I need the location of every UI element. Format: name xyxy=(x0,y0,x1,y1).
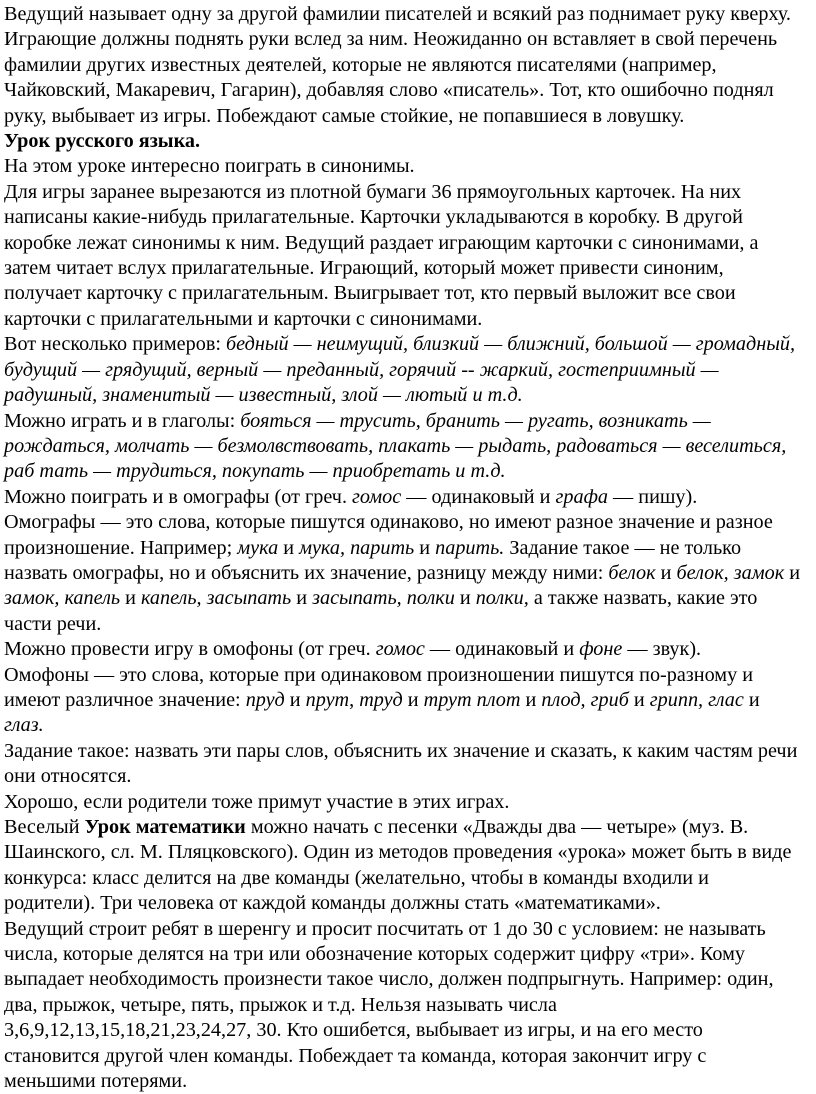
text: Можно поиграть и в омографы (от греч. xyxy=(4,485,353,508)
italic-word: полки, xyxy=(475,587,529,610)
italic-word: грипп, глас xyxy=(649,688,744,711)
heading-math-lesson: Урок математики xyxy=(84,816,246,838)
paragraph-homophones-task: Задание такое: назвать эти пары слов, объяснить их значение и сказать, к каким частям речи они относятся. xyxy=(4,739,798,788)
italic-word: белок xyxy=(608,561,656,584)
text: и xyxy=(628,688,650,711)
text: и xyxy=(414,536,436,559)
italic-word: засыпать, полки xyxy=(312,587,455,610)
text: и xyxy=(291,587,313,610)
text: — одинаковый и xyxy=(424,638,580,661)
text: можно начать с песенки «Дважды два — четыре» (муз. В. Шаинского, сл. М. Пляцковского). Один из методов проведения «урока» может быть в виде конкурса: класс делится на две команды (желательно, чтобы в команды входили и родители). Три человека от каждой команды должны стать «математиками». xyxy=(4,816,792,915)
document-page xyxy=(4,2,800,1094)
text: — пишу). xyxy=(608,485,698,508)
text: и xyxy=(284,688,306,711)
text: Вот несколько примеров: xyxy=(4,333,227,356)
text: а также назвать, какие это части речи. xyxy=(4,587,758,635)
italic-examples: бояться — трусить, бранить — ругать, возникать — рождаться, молчать — безмолвствовать, плакать — рыдать, радоваться — веселиться, раб тать — трудиться, покупать — приобретать и т.д. xyxy=(4,409,787,483)
italic-word: капель, засыпать xyxy=(140,587,292,610)
italic-word: пруд xyxy=(245,688,285,711)
text: и xyxy=(784,561,801,584)
italic-word: мука, парить xyxy=(299,536,415,559)
text: — звук). xyxy=(622,638,702,661)
paragraph-synonyms-intro: На этом уроке интересно поиграть в синонимы. xyxy=(4,155,415,178)
italic-word: парить. xyxy=(435,536,505,559)
paragraph-writers-game: Ведущий называет одну за другой фамилии писателей и всякий раз поднимает руку кверху. Играющие должны поднять руки вслед за ним. Неожиданно он вставляет в свой перечень фамилии других известных деятелей, которые не являются писателями (например, Чайковский, Макаревич, Гагарин), добавляя слово «писатель». Тот, кто ошибочно поднял руку, выбывает из игры. Побеждают самые стойкие, не попавшиеся в ловушку. xyxy=(4,3,791,127)
text: и xyxy=(402,688,424,711)
text: и xyxy=(278,536,300,559)
italic-word: трут плот xyxy=(423,688,521,711)
text: и xyxy=(655,561,677,584)
paragraph-counting-game: Ведущий строит ребят в шеренгу и просит посчитать от 1 до 30 с условием: не называть числа, которые делятся на три или обозначение которых содержит цифру «три». Кому выпадает необходимость произнести такое число, должен подпрыгнуть. Например: один, два, прыжок, четыре, пять, прыжок и т.д. Нельзя называть числа 3,6,9,12,13,15,18,21,23,24,27, 30. Кто ошибется, выбывает из игры, и на его место становится другой член команды. Побеждает та команда, которая закончит игру с меньшими потерями. xyxy=(4,917,774,1093)
text: и xyxy=(120,587,141,610)
paragraph-homographs-definition xyxy=(4,510,800,637)
text: и xyxy=(743,688,760,711)
paragraph-synonyms-rules: Для игры заранее вырезаются из плотной бумаги 36 прямоугольных карточек. На них написаны какие-нибудь прилагательные. Карточки укладываются в коробку. В другой коробке лежат синонимы к ним. Ведущий раздает играющим карточки с синонимами, а затем читает вслух прилагательные. Играющий, который может привести синоним, получает карточку с прилагательным. Выигрывает тот, кто первый выложит все свои карточки с прилагательными и карточки с синонимами. xyxy=(4,180,759,330)
italic-term: фоне xyxy=(579,638,623,661)
paragraph-homophones-intro xyxy=(4,637,800,662)
text: , xyxy=(349,688,360,711)
italic-term: гомос xyxy=(375,638,425,661)
heading-russian-lesson: Урок русского языка. xyxy=(4,130,201,153)
text: и xyxy=(454,587,476,610)
italic-examples: бедный — неимущий, близкий — ближний, большой — громадный, будущий — грядущий, верный — преданный, горячий -- жаркий, гостеприимный — радушный, знаменитый — известный, злой — лютый и т.д. xyxy=(4,333,796,407)
text: Можно провести игру в омофоны (от греч. xyxy=(4,638,376,661)
italic-term: гомос xyxy=(352,485,402,508)
italic-word: мука xyxy=(237,536,279,559)
italic-word: прут xyxy=(305,688,350,711)
paragraph-homographs-intro xyxy=(4,485,800,510)
italic-word: глаз. xyxy=(4,714,44,737)
text: Омофоны — это слова, которые при одинаковом произношении пишутся по-разному и имеют различное значение: xyxy=(4,663,754,711)
paragraph-homophones-definition xyxy=(4,663,800,739)
italic-word: труд xyxy=(359,688,403,711)
italic-word: замок, капель xyxy=(4,587,121,610)
text: Задание такое — не только назвать омографы, но и объяснить их значение, разницу между ними: xyxy=(4,536,742,584)
italic-word: белок, замок xyxy=(676,561,785,584)
paragraph-adjective-examples xyxy=(4,332,800,408)
paragraph-parents: Хорошо, если родители тоже примут участие в этих играх. xyxy=(4,790,510,813)
paragraph-verb-examples xyxy=(4,409,800,485)
text: Омографы — это слова, которые пишутся одинаково, но имеют разное значение и разное произношение. Например; xyxy=(4,511,773,559)
text: и xyxy=(520,688,542,711)
paragraph-math-lesson xyxy=(4,815,800,917)
text: — одинаковый и xyxy=(401,485,556,508)
italic-term: графа xyxy=(555,485,608,508)
text: Можно играть и в глаголы: xyxy=(4,409,241,432)
text: Веселый xyxy=(4,816,85,838)
italic-word: плод, гриб xyxy=(541,688,629,711)
